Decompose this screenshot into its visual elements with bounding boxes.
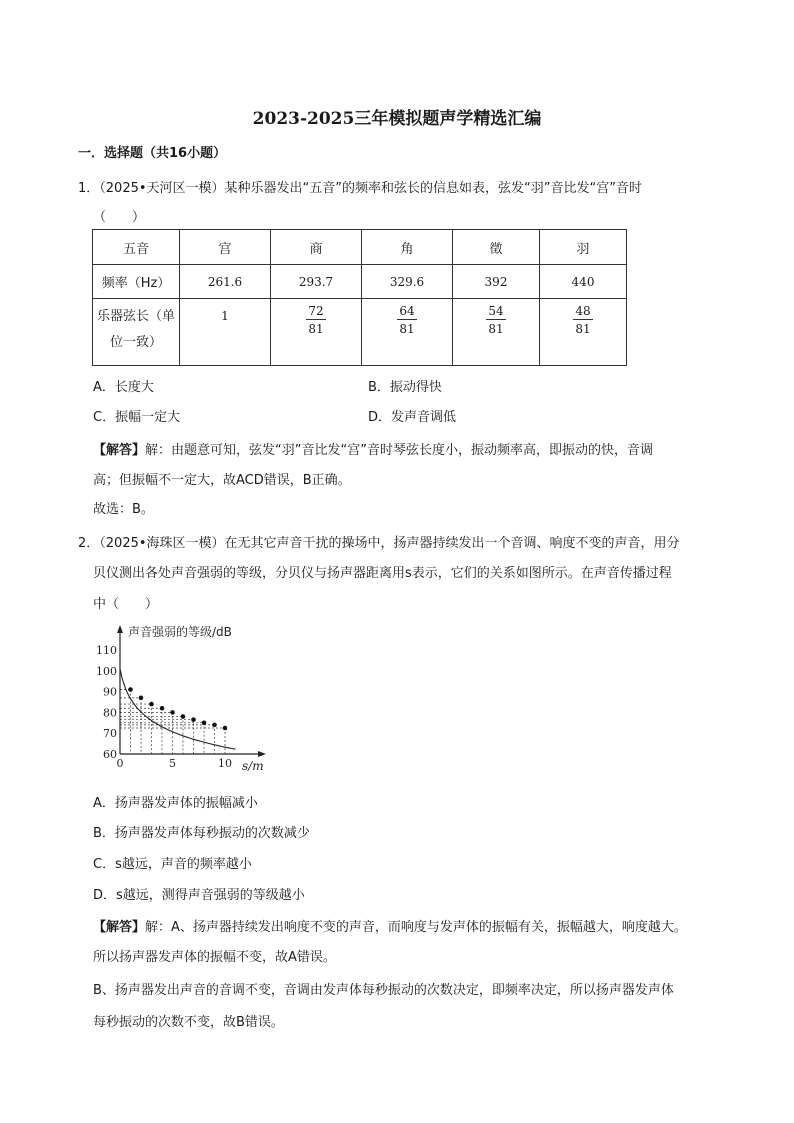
decibel-distance-chart — [90, 620, 290, 780]
q1-option-b: B．振动得快 — [368, 380, 442, 395]
table-header-cell: 宫 — [180, 230, 271, 265]
y-tick-label: 90 — [103, 685, 117, 699]
chart-points — [128, 687, 227, 730]
q2-stem-line2: 贝仪测出各处声音强弱的等级，分贝仪与扬声器距离用s表示，它们的关系如图所示。在声音传播过程 — [93, 566, 672, 581]
q1-answer-line1 — [93, 439, 653, 458]
table-header-cell: 五音 — [93, 230, 180, 265]
page-title: 2023-2025三年模拟题声学精选汇编 — [252, 109, 542, 129]
answer-tag: 【解答】 — [93, 443, 146, 458]
y-tick-label: 60 — [103, 748, 117, 761]
y-tick-label: 80 — [103, 706, 117, 720]
fraction — [486, 304, 505, 336]
data-point — [212, 723, 217, 728]
denominator: 81 — [575, 322, 591, 336]
data-point — [191, 717, 196, 722]
numerator: 54 — [488, 304, 504, 318]
table-cell: 频率（Hz） — [93, 265, 180, 299]
numerator: 64 — [399, 304, 415, 318]
q1-option-d: D．发声音调低 — [368, 410, 457, 425]
table-row — [93, 265, 627, 299]
data-point — [160, 706, 165, 711]
numerator: 48 — [575, 304, 591, 318]
data-point — [170, 710, 175, 715]
table-header-cell: 角 — [362, 230, 453, 265]
table-cell — [271, 299, 362, 366]
q1-answer-line3: 故选：B。 — [93, 502, 154, 517]
y-tick-label: 100 — [96, 664, 117, 678]
answer-tag: 【解答】 — [93, 920, 146, 935]
len-label-line1: 乐器弦长（单 — [96, 309, 175, 324]
q2-option-b: B．扬声器发声体每秒振动的次数减少 — [93, 826, 310, 841]
x-tick-label: 10 — [218, 757, 232, 770]
data-point — [149, 702, 154, 707]
answer-text: 解：A、扬声器持续发出响度不变的声音，而响度与发声体的振幅有关，振幅越大，响度越大。 — [145, 920, 687, 935]
y-axis-label: 声音强弱的等级/dB — [128, 625, 232, 639]
x-tick-label: 5 — [169, 757, 176, 770]
y-tick-label: 110 — [96, 644, 117, 657]
table-cell — [362, 299, 453, 366]
q2-answer-line1 — [93, 916, 687, 935]
denominator: 81 — [399, 322, 415, 336]
x-axis-label: s/m — [242, 759, 264, 773]
x-axis-arrow — [258, 751, 266, 757]
q2-answer-line2: 所以扬声器发声体的振幅不变，故A错误。 — [93, 950, 336, 965]
q1-stem-line2: （ ） — [93, 210, 146, 225]
y-tick-labels — [96, 644, 117, 761]
answer-text: 解：由题意可知，弦发“羽”音比发“宫”音时琴弦长度小，振动频率高，即振动的快，音调 — [145, 443, 653, 458]
fit-curve — [120, 669, 236, 750]
data-point — [223, 726, 228, 731]
section-heading: 一．选择题（共16小题） — [78, 146, 227, 161]
table-cell: 440 — [540, 265, 627, 299]
table-header-cell: 商 — [271, 230, 362, 265]
table-cell: 392 — [453, 265, 540, 299]
q1-answer-line2: 高；但振幅不一定大，故ACD错误，B正确。 — [93, 473, 351, 488]
table-cell: 329.6 — [362, 265, 453, 299]
table-row — [93, 230, 627, 265]
denominator: 81 — [308, 322, 324, 336]
q2-answer-line3: B、扬声器发出声音的音调不变，音调由发声体每秒振动的次数决定，即频率决定，所以扬声器发声体 — [93, 983, 674, 998]
q2-answer-line4: 每秒振动的次数不变，故B错误。 — [93, 1015, 284, 1030]
data-point — [202, 721, 207, 726]
q1-option-c: C．振幅一定大 — [93, 410, 181, 425]
x-tick-label: 0 — [116, 757, 124, 770]
data-point — [139, 696, 144, 701]
q2-stem-line3: 中（ ） — [93, 597, 159, 612]
fraction — [397, 304, 416, 336]
x-tick-labels — [117, 757, 233, 770]
q2-stem-line1: 2．（2025•海珠区一模）在无其它声音干扰的操场中，扬声器持续发出一个音调、响度不变的声音，用分 — [78, 536, 680, 551]
table-cell — [540, 299, 627, 366]
y-axis-arrow — [117, 625, 123, 633]
table-header-cell: 徵 — [453, 230, 540, 265]
numerator: 72 — [308, 304, 324, 318]
fraction — [306, 304, 325, 336]
q1-stem-line1: 1．（2025•天河区一模）某种乐器发出“五音”的频率和弦长的信息如表，弦发“羽”音比发“宫”音时 — [78, 181, 642, 196]
table-cell — [453, 299, 540, 366]
chart-grid — [120, 690, 225, 754]
q1-table — [92, 229, 627, 366]
table-header-cell: 羽 — [540, 230, 627, 265]
data-point — [181, 714, 186, 719]
y-tick-label: 70 — [103, 727, 117, 741]
len-label-line2: 位一致） — [109, 335, 162, 350]
q2-option-c: C．s越远，声音的频率越小 — [93, 857, 252, 872]
q1-option-a: A．长度大 — [93, 380, 154, 395]
table-cell: 293.7 — [271, 265, 362, 299]
denominator: 81 — [488, 322, 504, 336]
table-cell — [93, 299, 180, 366]
data-point — [128, 687, 133, 692]
table-cell: 261.6 — [180, 265, 271, 299]
q2-option-d: D．s越远，测得声音强弱的等级越小 — [93, 888, 305, 903]
table-cell: 1 — [180, 299, 271, 366]
q2-option-a: A．扬声器发声体的振幅减小 — [93, 796, 258, 811]
fraction — [573, 304, 592, 336]
table-row — [93, 299, 627, 366]
